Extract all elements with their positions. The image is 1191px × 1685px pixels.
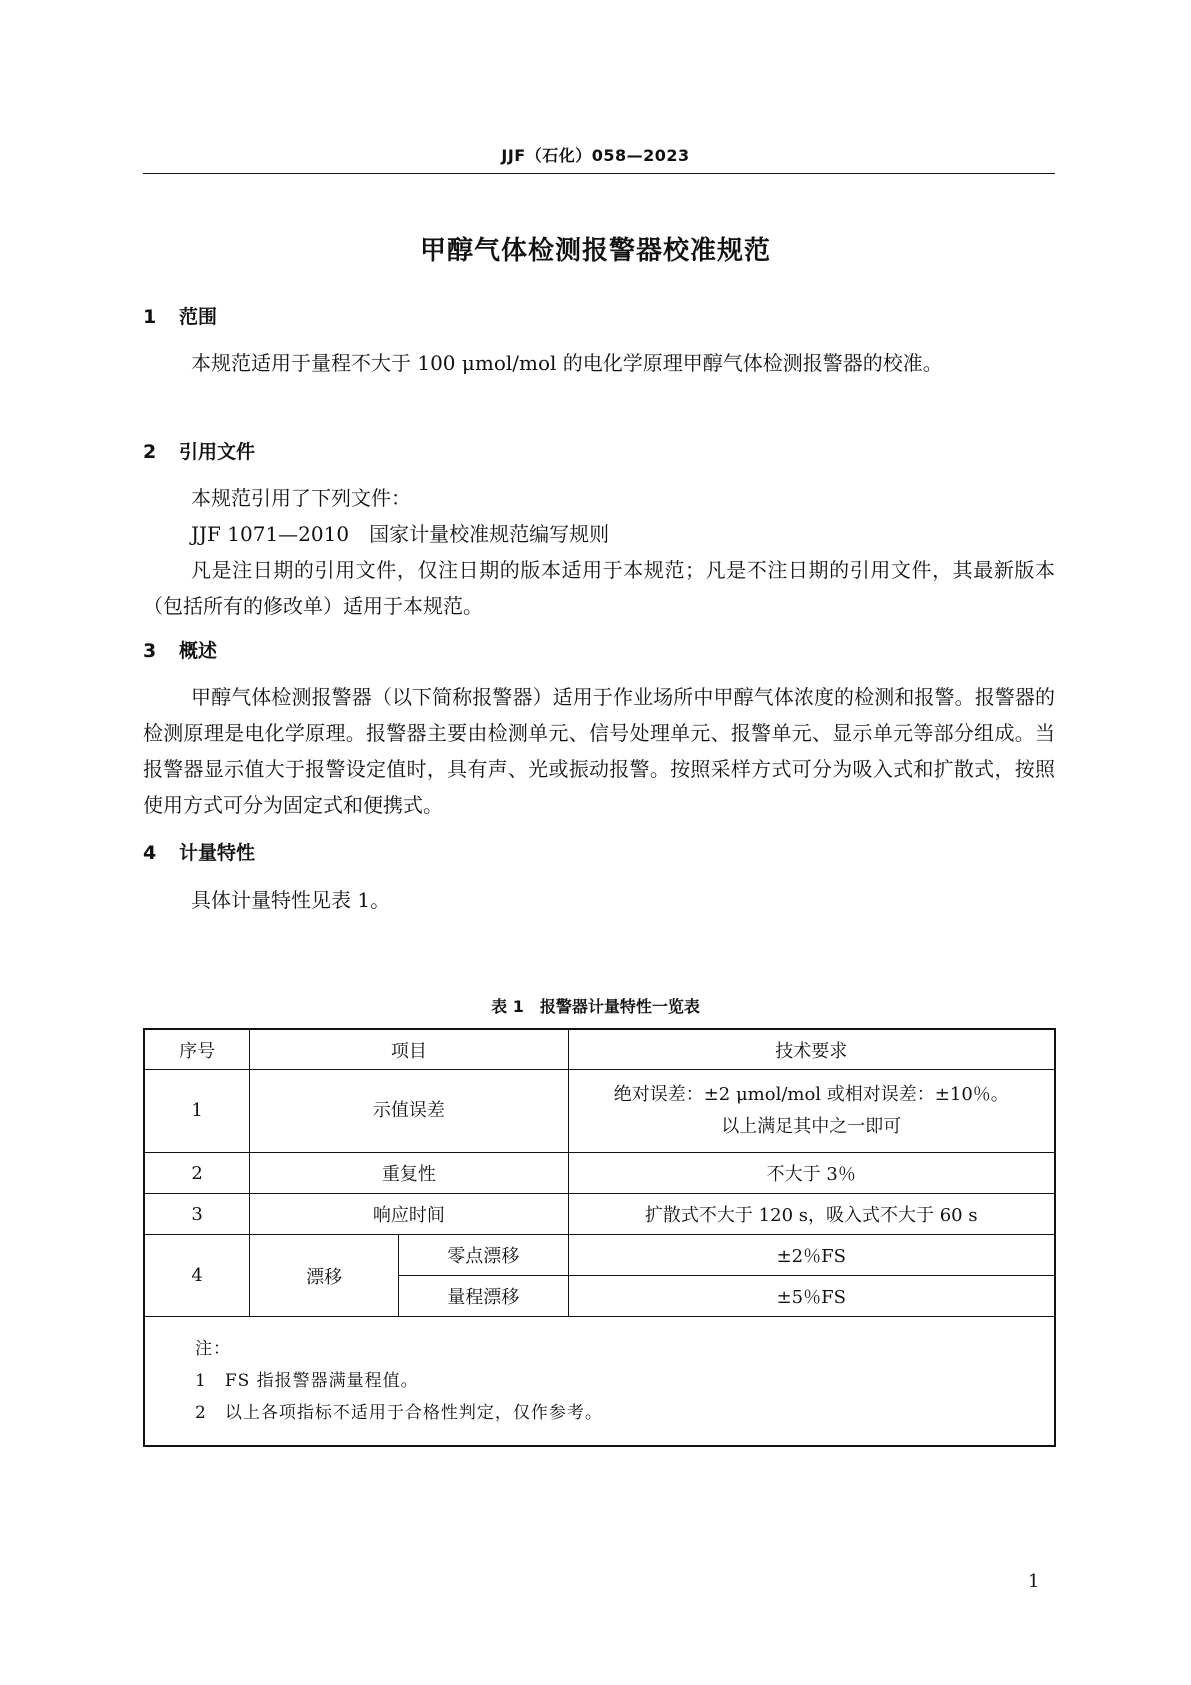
note-item: 1 FS 指报警器满量程值。 bbox=[195, 1371, 419, 1391]
section-title: 引用文件 bbox=[179, 441, 256, 463]
notes-label: 注： bbox=[195, 1339, 231, 1359]
section-3-body bbox=[143, 679, 1055, 823]
header-rule bbox=[143, 173, 1055, 174]
section-2-body bbox=[143, 480, 1055, 624]
table-notes bbox=[144, 1317, 1055, 1447]
note-item: 2 以上各项指标不适用于合格性判定，仅作参考。 bbox=[195, 1403, 603, 1423]
cell-item: 示值误差 bbox=[250, 1070, 568, 1153]
section-heading-4 bbox=[143, 838, 255, 865]
table-header-row bbox=[144, 1029, 1055, 1070]
section-4-body bbox=[143, 882, 1055, 918]
table-row bbox=[144, 1153, 1055, 1194]
paragraph: 甲醇气体检测报警器（以下简称报警器）适用于作业场所中甲醇气体浓度的检测和报警。报警器的检测原理是电化学原理。报警器主要由检测单元、信号处理单元、报警单元、显示单元等部分组成。当报警器显示值大于报警设定值时，具有声、光或振动报警。按照采样方式可分为吸入式和扩散式，按照使用方式可分为固定式和便携式。 bbox=[143, 685, 1055, 817]
section-number: 3 bbox=[143, 640, 157, 662]
table-caption: 表 1 报警器计量特性一览表 bbox=[491, 997, 700, 1016]
cell-no: 2 bbox=[144, 1153, 250, 1194]
page-number: 1 bbox=[1028, 1571, 1040, 1592]
paragraph: 具体计量特性见表 1。 bbox=[191, 888, 391, 912]
cell-no: 1 bbox=[144, 1070, 250, 1153]
paragraph: 本规范适用于量程不大于 100 μmol/mol 的电化学原理甲醇气体检测报警器的校准。 bbox=[191, 351, 943, 375]
cell-requirement: ±2％FS bbox=[568, 1235, 1055, 1276]
requirement-line: 以上满足其中之一即可 bbox=[721, 1116, 902, 1137]
cell-subitem: 量程漂移 bbox=[398, 1276, 568, 1317]
cell-requirement bbox=[568, 1070, 1055, 1153]
section-title: 计量特性 bbox=[179, 842, 256, 864]
cell-subitem: 零点漂移 bbox=[398, 1235, 568, 1276]
cell-no: 4 bbox=[144, 1235, 250, 1317]
section-number: 4 bbox=[143, 842, 157, 864]
cell-no: 3 bbox=[144, 1194, 250, 1235]
paragraph: 本规范引用了下列文件： bbox=[191, 486, 411, 510]
document-code-header: JJF（石化）058—2023 bbox=[501, 146, 690, 165]
cell-item: 重复性 bbox=[250, 1153, 568, 1194]
table-row bbox=[144, 1070, 1055, 1153]
document-title: 甲醇气体检测报警器校准规范 bbox=[419, 236, 771, 266]
paragraph: 凡是注日期的引用文件，仅注日期的版本适用于本规范；凡是不注日期的引用文件，其最新版本（包括所有的修改单）适用于本规范。 bbox=[143, 558, 1055, 618]
header-requirement: 技术要求 bbox=[568, 1029, 1055, 1070]
section-title: 概述 bbox=[179, 640, 218, 662]
table-row bbox=[144, 1194, 1055, 1235]
requirement-line: 绝对误差：±2 μmol/mol 或相对误差：±10％。 bbox=[613, 1084, 1009, 1105]
table-notes-row bbox=[144, 1317, 1055, 1447]
section-number: 1 bbox=[143, 306, 157, 328]
cell-requirement: ±5％FS bbox=[568, 1276, 1055, 1317]
section-heading-2 bbox=[143, 437, 255, 464]
section-1-body bbox=[143, 345, 1055, 381]
section-number: 2 bbox=[143, 441, 157, 463]
cell-item: 响应时间 bbox=[250, 1194, 568, 1235]
table-row bbox=[144, 1235, 1055, 1276]
header-item: 项目 bbox=[250, 1029, 568, 1070]
cell-requirement: 不大于 3％ bbox=[568, 1153, 1055, 1194]
header-no: 序号 bbox=[144, 1029, 250, 1070]
section-heading-3 bbox=[143, 636, 217, 663]
metrology-table bbox=[143, 1028, 1056, 1447]
cell-requirement: 扩散式不大于 120 s，吸入式不大于 60 s bbox=[568, 1194, 1055, 1235]
reference-item: JJF 1071—2010 国家计量校准规范编写规则 bbox=[191, 522, 610, 546]
cell-item: 漂移 bbox=[250, 1235, 399, 1317]
section-heading-1 bbox=[143, 302, 217, 329]
section-title: 范围 bbox=[179, 306, 218, 328]
